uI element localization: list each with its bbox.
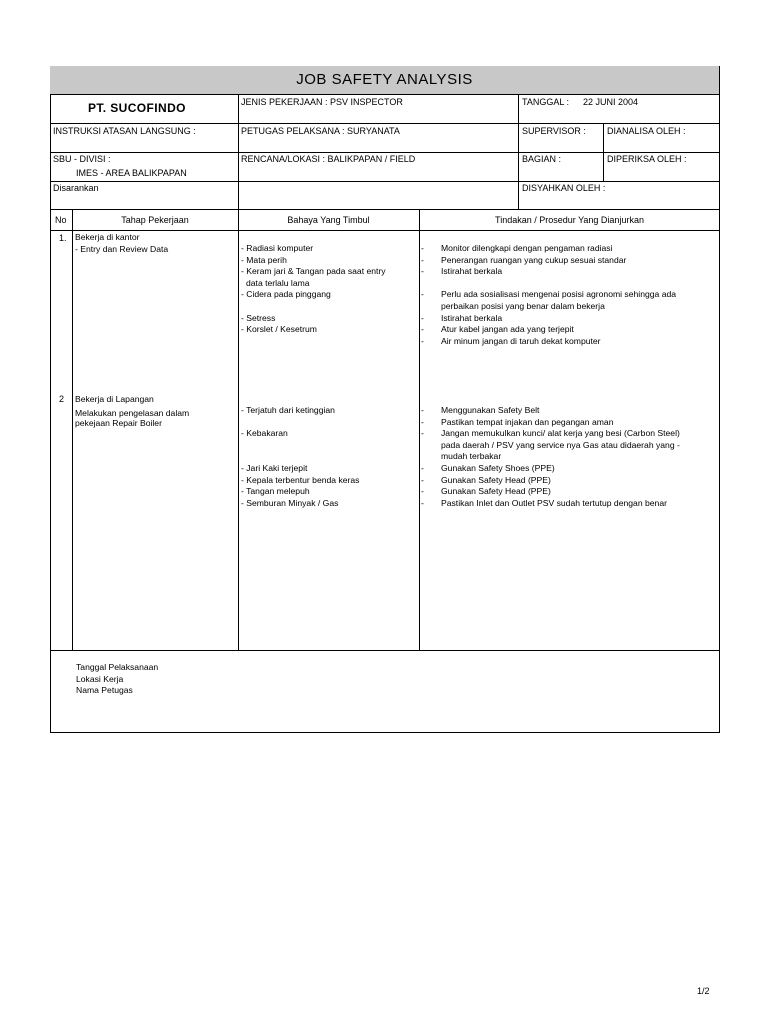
bahaya-line: - Cidera pada pinggang [241, 289, 331, 300]
sbu-value: IMES - AREA BALIKPAPAN [76, 168, 187, 178]
tindakan-line: Istirahat berkala [441, 266, 503, 277]
tahap-line: Bekerja di Lapangan [75, 394, 154, 404]
bahaya-line: - Korslet / Kesetrum [241, 324, 317, 335]
tindakan-line: pada daerah / PSV yang service nya Gas atau didaerah yang - [441, 439, 680, 450]
tindakan-line: Perlu ada sosialisasi mengenai posisi agronomi sehingga ada [441, 289, 677, 300]
tahap-line: pekejaan Repair Boiler [75, 417, 162, 428]
row-1-bahaya [241, 243, 386, 336]
footer-block [76, 662, 158, 697]
bahaya-line: - Tangan melepuh [241, 486, 310, 497]
row-1-tindakan-dashes: - - - - - - - [421, 243, 424, 346]
tanggal-label: TANGGAL : [522, 97, 570, 107]
divider [72, 209, 73, 650]
row-2-tindakan [441, 405, 680, 509]
divider [50, 650, 720, 651]
bahaya-line: - Semburan Minyak / Gas [241, 497, 339, 508]
row-1-no: 1. [59, 233, 67, 243]
disarankan-label: Disarankan [53, 183, 99, 193]
title-bar [50, 66, 719, 95]
bahaya-line: - Jari Kaki terjepit [241, 462, 308, 473]
row-1-tindakan [441, 243, 676, 347]
rencana-lokasi: RENCANA/LOKASI : BALIKPAPAN / FIELD [241, 154, 416, 164]
sbu-label: SBU - DIVISI : [53, 154, 111, 164]
tahap-line: - Entry dan Review Data [75, 243, 169, 254]
tindakan-line: Pastikan tempat injakan dan pegangan aman [441, 416, 614, 427]
petugas-pelaksana: PETUGAS PELAKSANA : SURYANATA [241, 126, 400, 136]
dianalisa-label: DIANALISA OLEH : [607, 126, 686, 136]
column-header-no: No [55, 215, 67, 225]
tindakan-line: perbaikan posisi yang benar dalam bekerja [441, 300, 605, 311]
divider [518, 95, 519, 209]
tindakan-line: Istirahat berkala [441, 312, 503, 323]
disyahkan-label: DISYAHKAN OLEH : [522, 183, 606, 193]
tindakan-line: Jangan memukulkan kunci/ alat kerja yang besi (Carbon Steel) [441, 428, 680, 439]
bahaya-line: - Keram jari & Tangan pada saat entry [241, 266, 386, 277]
bahaya-line: - Setress [241, 312, 276, 323]
divider [238, 95, 239, 209]
column-header-tahap: Tahap Pekerjaan [121, 215, 189, 225]
row-2-tahap [75, 394, 189, 428]
tindakan-line: Pastikan Inlet dan Outlet PSV sudah tertutup dengan benar [441, 497, 667, 508]
divider [419, 209, 420, 650]
column-header-bahaya: Bahaya Yang Timbul [287, 215, 370, 225]
row-2-no: 2 [59, 394, 65, 404]
tindakan-line: Penerangan ruangan yang cukup sesuai standar [441, 254, 627, 265]
row-2-tindakan-dashes: - - - - - - - [421, 405, 424, 508]
divider [50, 209, 720, 210]
tindakan-line: Monitor dilengkapi dengan pengaman radiasi [441, 243, 613, 253]
row-2-bahaya [241, 405, 359, 509]
instruksi-label: INSTRUKSI ATASAN LANGSUNG : [53, 126, 196, 136]
bahaya-line: - Radiasi komputer [241, 243, 314, 253]
divider [50, 181, 720, 182]
bahaya-line: - Kebakaran [241, 428, 288, 439]
footer-lokasi: Lokasi Kerja [76, 673, 124, 684]
jenis-pekerjaan: JENIS PEKERJAAN : PSV INSPECTOR [241, 97, 403, 107]
bagian-label: BAGIAN : [522, 154, 562, 164]
company-name: PT. SUCOFINDO [88, 101, 186, 115]
tindakan-line: Gunakan Safety Head (PPE) [441, 474, 551, 485]
footer-nama: Nama Petugas [76, 685, 133, 696]
diperiksa-label: DIPERIKSA OLEH : [607, 154, 687, 164]
column-header-tindakan: Tindakan / Prosedur Yang Dianjurkan [495, 215, 644, 225]
divider [50, 152, 720, 153]
bahaya-line: data terlalu lama [246, 277, 310, 288]
row-1-tahap [75, 232, 168, 255]
tindakan-line: Gunakan Safety Shoes (PPE) [441, 462, 555, 473]
footer-tanggal: Tanggal Pelaksanaan [76, 662, 159, 672]
divider [50, 230, 720, 231]
bahaya-line: - Mata perih [241, 254, 287, 265]
supervisor-label: SUPERVISOR : [522, 126, 586, 136]
tindakan-line: Menggunakan Safety Belt [441, 405, 540, 415]
bahaya-line: - Terjatuh dari ketinggian [241, 405, 335, 415]
tindakan-line: Gunakan Safety Head (PPE) [441, 486, 551, 497]
tindakan-line: mudah terbakar [441, 451, 502, 462]
tindakan-line: Air minum jangan di taruh dekat komputer [441, 335, 601, 346]
tanggal-value: 22 JUNI 2004 [583, 97, 639, 107]
page-title: JOB SAFETY ANALYSIS [296, 71, 473, 88]
tindakan-line: Atur kabel jangan ada yang terjepit [441, 324, 574, 335]
divider [603, 123, 604, 181]
divider [238, 209, 239, 650]
bahaya-line: - Kepala terbentur benda keras [241, 474, 360, 485]
tahap-line: Bekerja di kantor [75, 232, 140, 242]
page-number: 1/2 [697, 986, 710, 996]
divider [50, 123, 720, 124]
tahap-line: Melakukan pengelasan dalam [75, 407, 190, 418]
